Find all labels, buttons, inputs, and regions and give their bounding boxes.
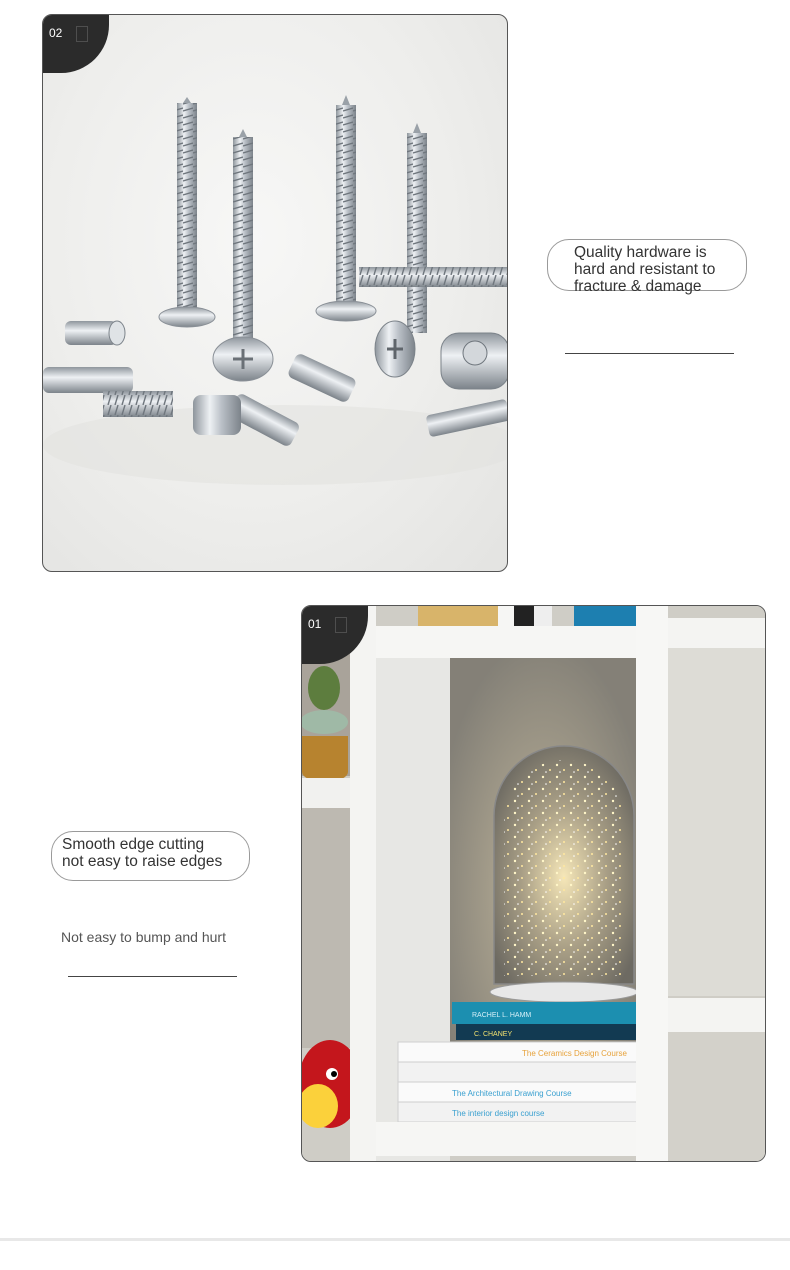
screw-3 xyxy=(316,95,376,321)
shelf-photo xyxy=(301,605,766,1162)
badge-number: 01 xyxy=(308,617,322,632)
dowel-center-1 xyxy=(287,352,358,403)
book-title-3: The Ceramics Design Course xyxy=(522,1049,627,1058)
footer-divider xyxy=(0,1238,790,1241)
edge-subtext: Not easy to bump and hurt xyxy=(61,929,226,945)
plant-pot xyxy=(302,736,348,782)
succulent xyxy=(302,710,348,734)
hardware-photo xyxy=(42,14,508,572)
badge-bracket-icon xyxy=(335,617,347,633)
edge-callout-line-2: not easy to raise edges xyxy=(62,853,223,870)
screw-horizontal xyxy=(359,267,508,287)
hardware-callout-line-2: hard and resistant to xyxy=(574,261,716,278)
edge-callout-line-1: Smooth edge cutting xyxy=(62,836,205,853)
hardware-callout xyxy=(547,239,747,295)
book-title-1: RACHEL L. HAMM xyxy=(472,1012,532,1019)
hardware-callout-line-3: fracture & damage xyxy=(574,278,702,295)
shelf-illustration xyxy=(302,606,766,1162)
dowel-center-3 xyxy=(193,395,241,435)
badge-number: 02 xyxy=(49,26,63,41)
edge-callout xyxy=(51,831,250,881)
phillips-head xyxy=(375,321,415,377)
dowel-left-1 xyxy=(65,321,125,345)
hardware-callout-line-1: Quality hardware is xyxy=(574,244,707,261)
book-title-2: C. CHANEY xyxy=(474,1031,513,1038)
edge-divider xyxy=(68,976,237,977)
hardware-divider xyxy=(565,353,734,354)
badge-bracket-icon xyxy=(76,26,88,42)
dowel-left-2 xyxy=(43,367,173,417)
book-title-4: The Architectural Drawing Course xyxy=(452,1089,572,1098)
book-title-5: The interior design course xyxy=(452,1109,545,1118)
screw-4 xyxy=(407,123,427,333)
cam-lock xyxy=(441,333,508,389)
screw-2 xyxy=(213,129,273,381)
screws-illustration xyxy=(43,15,508,572)
cactus xyxy=(308,666,340,710)
glass-dome-light xyxy=(490,746,638,1002)
screw-1 xyxy=(159,97,215,327)
